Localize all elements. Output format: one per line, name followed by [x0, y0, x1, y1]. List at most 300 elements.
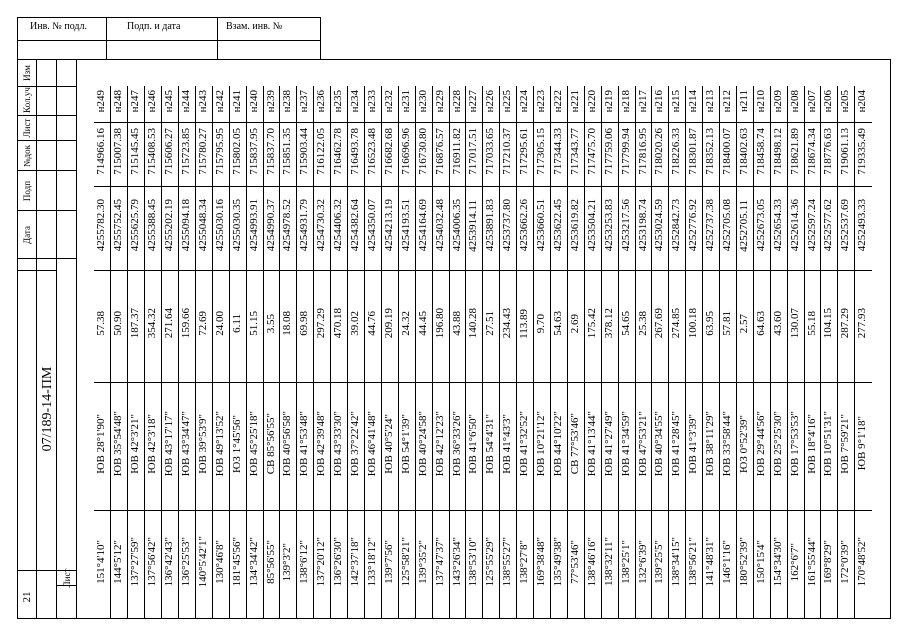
y-coord-cell: [466, 186, 483, 270]
rhumb-cell: [466, 382, 483, 510]
cell-text: ЮВ 41°13'44": [585, 410, 598, 477]
cell-text: 715007.38: [112, 128, 125, 175]
x-coord-cell: [297, 122, 314, 186]
cell-text: 181°45'56": [230, 537, 243, 587]
azimuth-cell: [280, 510, 297, 618]
cell-text: 54.63: [551, 311, 564, 336]
y-coord-cell: [686, 186, 703, 270]
cell-text: н247: [129, 90, 142, 113]
cell-text: ЮВ 33°58'44": [721, 410, 734, 477]
length-cell: [415, 270, 432, 382]
azimuth-cell: [128, 510, 145, 618]
cell-text: 715408.53: [146, 128, 159, 175]
azimuth-cell: [263, 510, 280, 618]
azimuth-cell: [179, 510, 196, 618]
cell-text: ЮВ 40°5'24": [382, 413, 395, 474]
y-coord-cell: [770, 186, 787, 270]
cell-text: н211: [737, 90, 750, 113]
rhumb-cell: [381, 382, 398, 510]
azimuth-cell: [381, 510, 398, 618]
cell-text: 138°32'11": [602, 537, 615, 587]
cell-text: 716911.82: [450, 128, 463, 175]
azimuth-cell: [703, 510, 720, 618]
point-cell: [331, 86, 348, 122]
cell-text: 4254213.19: [382, 199, 395, 252]
cell-text: ЮВ 42°39'48": [315, 410, 328, 477]
y-coord-cell: [229, 186, 246, 270]
cell-text: 715837.95: [247, 128, 260, 175]
cell-text: 274.85: [670, 308, 683, 339]
cell-text: 125°55'29": [484, 537, 497, 587]
cell-text: 717344.33: [551, 128, 564, 175]
rhumb-cell: [94, 382, 111, 510]
point-cell: [162, 86, 179, 122]
cell-text: н246: [146, 90, 159, 113]
cell-text: ЮВ 17°53'53": [788, 410, 801, 477]
y-coord-cell: [212, 186, 229, 270]
cell-text: 297.29: [315, 308, 328, 339]
cell-text: 133°18'12": [366, 537, 378, 587]
cell-text: ЮВ 29°44'56": [754, 410, 767, 477]
cell-text: 287.29: [839, 308, 852, 339]
cell-text: н222: [551, 90, 564, 113]
cell-text: ЮВ 41°28'45": [670, 410, 683, 477]
azimuth-cell: [94, 510, 111, 618]
rhumb-cell: [517, 382, 534, 510]
point-cell: [432, 86, 449, 122]
cell-text: 150°15'4": [754, 539, 767, 584]
cell-text: 716876.57: [433, 128, 446, 175]
cell-text: 718402.63: [737, 128, 750, 175]
rhumb-cell: [212, 382, 229, 510]
coordinates-table: [94, 86, 872, 618]
cell-text: 136°25'53": [180, 537, 193, 587]
cell-text: 143°26'34": [450, 537, 463, 587]
length-cell: [720, 270, 737, 382]
cell-text: 4255202.19: [163, 199, 176, 252]
x-coord-cell: [753, 122, 770, 186]
cell-text: 4253737.80: [501, 199, 514, 252]
rhumb-cell: [331, 382, 348, 510]
cell-text: 25.38: [636, 311, 649, 336]
frame-bottom: [17, 618, 891, 619]
azimuth-cell: [365, 510, 382, 618]
y-coord-cell: [703, 186, 720, 270]
cell-text: 43.60: [771, 311, 784, 336]
length-cell: [635, 270, 652, 382]
rhumb-cell: [669, 382, 686, 510]
point-cell: [601, 86, 618, 122]
x-coord-cell: [229, 122, 246, 186]
y-coord-cell: [736, 186, 753, 270]
cell-text: ЮВ 42°3'21": [129, 413, 142, 474]
cell-text: 715851.35: [281, 128, 294, 175]
cell-text: 717475.70: [585, 128, 598, 175]
length-cell: [229, 270, 246, 382]
point-cell: [584, 86, 601, 122]
x-coord-cell: [635, 122, 652, 186]
cell-text: 170°48'52": [856, 537, 869, 587]
cell-text: СВ 85°56'55": [264, 412, 277, 475]
cell-text: 4255030.35: [230, 199, 243, 252]
cell-text: ЮВ 43°17'17": [163, 410, 176, 477]
y-coord-cell: [584, 186, 601, 270]
cell-text: 717816.95: [636, 128, 649, 175]
point-cell: [195, 86, 212, 122]
cell-text: 714966.16: [95, 128, 107, 175]
cell-text: 717210.37: [501, 128, 514, 175]
length-cell: [804, 270, 821, 382]
cell-text: 169°38'48": [535, 537, 548, 587]
point-cell: [348, 86, 365, 122]
cell-text: 146°1'16": [721, 539, 734, 584]
length-cell: [162, 270, 179, 382]
azimuth-cell: [432, 510, 449, 618]
x-coord-cell: [736, 122, 753, 186]
cell-text: 354.32: [146, 308, 159, 339]
cell-text: 4253891.83: [484, 199, 497, 252]
rhumb-cell: [736, 382, 753, 510]
y-coord-cell: [534, 186, 551, 270]
x-coord-cell: [111, 122, 128, 186]
cell-text: 57.38: [95, 311, 107, 336]
rhumb-cell: [128, 382, 145, 510]
cell-text: 69.98: [298, 311, 311, 336]
cell-text: 4252842.73: [670, 199, 683, 252]
azimuth-cell: [500, 510, 517, 618]
cell-text: н215: [670, 90, 683, 113]
cell-text: н216: [653, 90, 666, 113]
x-coord-cell: [534, 122, 551, 186]
y-coord-cell: [128, 186, 145, 270]
point-cell: [314, 86, 331, 122]
stamp-right-border: [320, 17, 321, 59]
azimuth-cell: [229, 510, 246, 618]
length-cell: [449, 270, 466, 382]
length-cell: [534, 270, 551, 382]
cell-text: 4253660.51: [535, 199, 548, 252]
side-label-podp: Подп: [22, 180, 32, 202]
cell-text: ЮВ 43°33'30": [332, 410, 345, 477]
cell-text: 63.95: [704, 311, 717, 336]
cell-text: 4252614.36: [788, 199, 801, 252]
rhumb-cell: [263, 382, 280, 510]
y-coord-cell: [618, 186, 635, 270]
length-cell: [770, 270, 787, 382]
cell-text: 138°25'1": [619, 539, 632, 584]
length-cell: [331, 270, 348, 382]
field-row: [94, 382, 872, 510]
rhumb-cell: [821, 382, 838, 510]
azimuth-cell: [618, 510, 635, 618]
point-cell: [686, 86, 703, 122]
cell-text: 717343.77: [568, 128, 581, 175]
cell-text: 50.90: [112, 311, 125, 336]
length-cell: [365, 270, 382, 382]
azimuth-cell: [483, 510, 500, 618]
length-cell: [348, 270, 365, 382]
cell-text: 134°34'42": [247, 537, 260, 587]
length-cell: [94, 270, 111, 382]
azimuth-cell: [550, 510, 567, 618]
length-cell: [128, 270, 145, 382]
cell-text: н217: [636, 90, 649, 113]
cell-text: 4252577.62: [822, 199, 835, 252]
length-cell: [618, 270, 635, 382]
point-cell: [720, 86, 737, 122]
y-coord-cell: [449, 186, 466, 270]
y-coord-cell: [720, 186, 737, 270]
cell-text: н220: [585, 90, 598, 113]
x-coord-cell: [720, 122, 737, 186]
cell-text: 4254730.32: [315, 199, 328, 252]
stamp-header-replace: Взам. инв. №: [226, 21, 283, 32]
point-cell: [787, 86, 804, 122]
stamp-div-1: [106, 17, 107, 59]
rhumb-cell: [229, 382, 246, 510]
cell-text: 4253619.82: [568, 199, 581, 252]
cell-text: 141°48'31": [704, 537, 717, 587]
point-cell: [466, 86, 483, 122]
sheet-number: 21: [21, 591, 33, 603]
cell-text: ЮВ 40°24'58": [416, 410, 429, 477]
cell-text: 715802.05: [230, 128, 243, 175]
point-cell: [753, 86, 770, 122]
cell-text: 4254382.64: [349, 199, 362, 252]
point-cell: [297, 86, 314, 122]
cell-text: 140°5'42'1": [196, 536, 209, 588]
rhumb-cell: [804, 382, 821, 510]
point-cell: [145, 86, 162, 122]
cell-text: 44.45: [416, 311, 429, 336]
cell-text: 142°37'18": [349, 537, 362, 587]
y-coord-cell: [753, 186, 770, 270]
x-coord-cell: [652, 122, 669, 186]
stamp-left-border: [17, 17, 18, 59]
cell-text: н248: [112, 90, 125, 113]
cell-text: 180°52'39": [737, 537, 750, 587]
cell-text: 100.18: [687, 308, 700, 339]
azimuth-cell: [415, 510, 432, 618]
x-coord-cell: [365, 122, 382, 186]
length-cell: [432, 270, 449, 382]
point-cell: [94, 86, 111, 122]
cell-text: 138°34'15": [670, 537, 683, 587]
cell-text: 4255094.18: [180, 199, 193, 252]
cell-text: 9.70: [535, 313, 548, 334]
cell-text: 4254193.51: [399, 199, 412, 252]
length-cell: [838, 270, 855, 382]
rhumb-cell: [855, 382, 872, 510]
cell-text: н213: [704, 90, 717, 113]
x-coord-cell: [145, 122, 162, 186]
length-cell: [736, 270, 753, 382]
cell-text: 43.88: [450, 311, 463, 336]
cell-text: ЮВ 38°11'29": [704, 411, 717, 476]
cell-text: н219: [602, 90, 615, 113]
azimuth-cell: [534, 510, 551, 618]
azimuth-cell: [804, 510, 821, 618]
cell-text: 234.43: [501, 308, 514, 339]
cell-text: ЮВ 37°22'42": [349, 410, 362, 477]
cell-text: 130.07: [788, 308, 801, 339]
point-cell: [483, 86, 500, 122]
cell-text: 4253253.83: [602, 199, 615, 252]
cell-text: ЮВ 41°3'39": [687, 413, 700, 474]
x-coord-cell: [618, 122, 635, 186]
cell-text: ЮВ 40°56'58": [281, 410, 294, 477]
rhumb-cell: [652, 382, 669, 510]
rhumb-cell: [584, 382, 601, 510]
cell-text: 4255782.30: [95, 199, 107, 252]
length-cell: [550, 270, 567, 382]
cell-text: 717799.94: [619, 128, 632, 175]
point-cell: [669, 86, 686, 122]
cell-text: 4255625.79: [129, 199, 142, 252]
stamp-top-border: [17, 17, 320, 18]
x-coord-cell: [550, 122, 567, 186]
point-cell: [736, 86, 753, 122]
cell-text: 4253914.11: [467, 199, 480, 252]
rhumb-cell: [753, 382, 770, 510]
side-label-list: Лист: [22, 118, 32, 138]
stamp-div-2: [217, 17, 218, 59]
cell-text: ЮВ 54°1'39": [399, 413, 412, 474]
azimuth-cell: [736, 510, 753, 618]
point-cell: [500, 86, 517, 122]
cell-text: 718020.26: [653, 128, 666, 175]
y-coord-cell: [263, 186, 280, 270]
cell-text: ЮВ 28°1'90": [95, 413, 107, 474]
x-coord-cell: [415, 122, 432, 186]
cell-text: 138°27'8": [518, 539, 531, 584]
point-cell: [517, 86, 534, 122]
x-coord-cell: [348, 122, 365, 186]
y-coord-cell: [314, 186, 331, 270]
cell-text: н225: [501, 90, 514, 113]
azimuth-cell: [398, 510, 415, 618]
strip-h-f: [17, 258, 77, 259]
length-cell: [669, 270, 686, 382]
cell-text: ЮВ 42°12'23": [433, 410, 446, 477]
x-coord-cell: [838, 122, 855, 186]
cell-text: 4253622.45: [551, 199, 564, 252]
length-cell: [584, 270, 601, 382]
cell-text: 4254032.48: [433, 199, 446, 252]
stamp-header-inv: Инв. № подл.: [30, 21, 87, 32]
x-coord-cell: [94, 122, 111, 186]
x-coord-cell: [280, 122, 297, 186]
cell-text: 717759.06: [602, 128, 615, 175]
azimuth-cell: [162, 510, 179, 618]
cell-text: 718776.63: [822, 128, 835, 175]
rhumb-cell: [348, 382, 365, 510]
point-cell: [635, 86, 652, 122]
cell-text: 719335.49: [856, 128, 869, 175]
cell-text: 4253217.56: [619, 199, 632, 252]
cell-text: 718226.33: [670, 128, 683, 175]
cell-text: н209: [771, 90, 784, 113]
cell-text: 716523.48: [366, 128, 378, 175]
cell-text: 717017.51: [467, 128, 480, 175]
cell-text: 51.15: [247, 311, 260, 336]
cell-text: 718498.12: [771, 128, 784, 175]
y-coord-cell: [567, 186, 584, 270]
y-coord-cell: [398, 186, 415, 270]
cell-text: н221: [568, 90, 581, 113]
cell-text: ЮВ 45°25'18": [247, 410, 260, 477]
y-coord-cell: [652, 186, 669, 270]
azimuth-cell: [821, 510, 838, 618]
point-cell: [415, 86, 432, 122]
cell-text: 187.37: [129, 308, 142, 339]
cell-text: 3.55: [264, 313, 277, 334]
cell-text: 169°8'29": [822, 539, 835, 584]
cell-text: н238: [281, 90, 294, 113]
x-coord-cell: [195, 122, 212, 186]
x-coord-cell: [804, 122, 821, 186]
point-cell: [398, 86, 415, 122]
y-coord-cell: [855, 186, 872, 270]
stamp-mid-border: [17, 40, 320, 41]
azimuth-cell: [466, 510, 483, 618]
cell-text: ЮЗ 0°52'39": [737, 414, 750, 473]
x-coord-cell: [703, 122, 720, 186]
length-cell: [263, 270, 280, 382]
cell-text: 716493.78: [349, 128, 362, 175]
cell-text: ЮВ 7°59'21": [839, 413, 852, 474]
cell-text: ЮВ 41°6'50": [467, 413, 480, 474]
cell-text: ЮВ 10°51'31": [822, 410, 835, 477]
strip-h-g: [17, 270, 57, 271]
x-coord-cell: [331, 122, 348, 186]
rhumb-cell: [246, 382, 263, 510]
x-coord-cell: [246, 122, 263, 186]
cell-text: 718400.07: [721, 128, 734, 175]
rhumb-cell: [500, 382, 517, 510]
x-coord-cell: [584, 122, 601, 186]
rhumb-cell: [179, 382, 196, 510]
x-coord-cell: [686, 122, 703, 186]
azimuth-cell: [669, 510, 686, 618]
rhumb-cell: [415, 382, 432, 510]
cell-text: 715837.70: [264, 128, 277, 175]
cell-text: н241: [230, 90, 243, 113]
azimuth-cell: [246, 510, 263, 618]
cell-text: 55.18: [805, 311, 818, 336]
rhumb-cell: [162, 382, 179, 510]
cell-text: 137°27'59": [129, 537, 142, 587]
cell-text: СВ 77°53'46": [568, 412, 581, 475]
length-cell: [280, 270, 297, 382]
cell-text: н228: [450, 90, 463, 113]
cell-text: 140.28: [467, 308, 480, 339]
cell-text: ЮВ 44°10'22": [551, 410, 564, 477]
x-coord-cell: [855, 122, 872, 186]
side-label-izm: Изм: [22, 65, 32, 81]
cell-text: 24.00: [213, 311, 226, 336]
cell-text: н210: [754, 90, 767, 113]
cell-text: ЮВ 9°1'18": [856, 416, 869, 471]
cell-text: 138°6'12": [298, 539, 311, 584]
cell-text: 4254006.35: [450, 199, 463, 252]
length-cell: [753, 270, 770, 382]
azimuth-cell: [145, 510, 162, 618]
point-cell: [703, 86, 720, 122]
y-coord-cell: [246, 186, 263, 270]
azimuth-cell: [584, 510, 601, 618]
cell-text: ЮВ 41°53'48": [298, 410, 311, 477]
